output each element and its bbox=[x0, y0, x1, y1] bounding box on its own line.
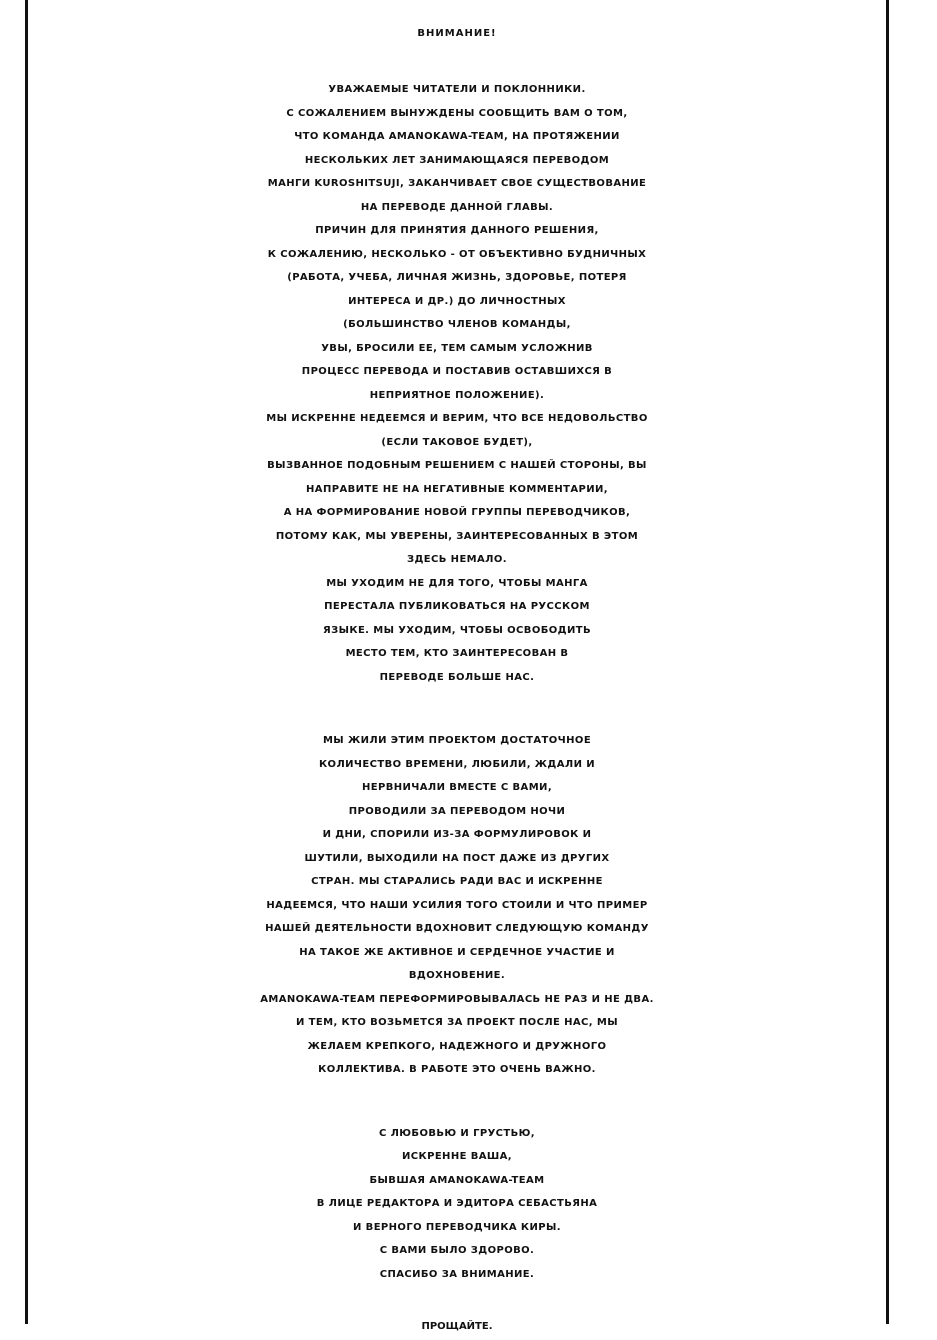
text-line: НАДЕЕМСЯ, ЧТО НАШИ УСИЛИЯ ТОГО СТОИЛИ И ЧТО ПРИМЕР bbox=[266, 899, 648, 911]
paragraph-spacer bbox=[28, 689, 886, 729]
text-line: КОЛИЧЕСТВО ВРЕМЕНИ, ЛЮБИЛИ, ЖДАЛИ И bbox=[318, 758, 595, 770]
text-line: КОЛЛЕКТИВА. В РАБОТЕ ЭТО ОЧЕНЬ ВАЖНО. bbox=[318, 1064, 596, 1075]
text-line: AMANOKAWA-TEAM ПЕРЕФОРМИРОВЫВАЛАСЬ НЕ РАЗ И НЕ ДВА. bbox=[260, 993, 654, 1005]
text-line: ЖЕЛАЕМ КРЕПКОГО, НАДЕЖНОГО И ДРУЖНОГО bbox=[307, 1040, 607, 1052]
text-line: НЕСКОЛЬКИХ ЛЕТ ЗАНИМАЮЩАЯСЯ ПЕРЕВОДОМ bbox=[304, 154, 610, 166]
text-line: С СОЖАЛЕНИЕМ ВЫНУЖДЕНЫ СООБЩИТЬ ВАМ О ТОМ, bbox=[286, 107, 628, 119]
text-line: МЕСТО ТЕМ, КТО ЗАИНТЕРЕСОВАН В bbox=[345, 648, 569, 659]
text-line: ПЕРЕСТАЛА ПУБЛИКОВАТЬСЯ НА РУССКОМ bbox=[324, 601, 590, 612]
text-line: (БОЛЬШИНСТВО ЧЛЕНОВ КОМАНДЫ, bbox=[343, 319, 571, 330]
text-line: ПРОВОДИЛИ ЗА ПЕРЕВОДОМ НОЧИ bbox=[348, 805, 566, 817]
text-line: ШУТИЛИ, ВЫХОДИЛИ НА ПОСТ ДАЖЕ ИЗ ДРУГИХ bbox=[304, 852, 610, 864]
text-line: СТРАН. МЫ СТАРАЛИСЬ РАДИ ВАС И ИСКРЕННЕ bbox=[311, 876, 603, 887]
text-line: ВДОХНОВЕНИЕ. bbox=[408, 970, 506, 981]
text-line: С ВАМИ БЫЛО ЗДОРОВО. bbox=[379, 1245, 535, 1256]
text-line: ИСКРЕННЕ ВАША, bbox=[402, 1151, 512, 1162]
text-line: МЫ УХОДИМ НЕ ДЛЯ ТОГО, ЧТОБЫ МАНГА bbox=[326, 577, 588, 589]
text-line: В ЛИЦЕ РЕДАКТОРА И ЭДИТОРА СЕБАСТЬЯНА bbox=[316, 1198, 598, 1209]
text-line: УВЫ, БРОСИЛИ ЕЕ, ТЕМ САМЫМ УСЛОЖНИВ bbox=[321, 342, 593, 354]
text-line: МЫ ИСКРЕННЕ НЕДЕЕМСЯ И ВЕРИМ, ЧТО ВСЕ НЕДОВОЛЬСТВО bbox=[266, 413, 648, 424]
text-line: С ЛЮБОВЬЮ И ГРУСТЬЮ, bbox=[378, 1127, 536, 1139]
text-line: И ДНИ, СПОРИЛИ ИЗ-ЗА ФОРМУЛИРОВОК И bbox=[322, 829, 592, 840]
text-line: (РАБОТА, УЧЕБА, ЛИЧНАЯ ЖИЗНЬ, ЗДОРОВЬЕ, ПОТЕРЯ bbox=[287, 272, 627, 283]
text-line: БЫВШАЯ AMANOKAWA-TEAM bbox=[369, 1174, 545, 1186]
notice-title: ВНИМАНИЕ! bbox=[417, 28, 497, 39]
text-line: УВАЖАЕМЫЕ ЧИТАТЕЛИ И ПОКЛОННИКИ. bbox=[328, 84, 586, 95]
text-line: А НА ФОРМИРОВАНИЕ НОВОЙ ГРУППЫ ПЕРЕВОДЧИКОВ, bbox=[283, 507, 631, 518]
text-line: ЧТО КОМАНДА AMANOKAWA-TEAM, НА ПРОТЯЖЕНИИ bbox=[294, 131, 620, 142]
farewell-text: ПРОЩАЙТЕ. bbox=[421, 1321, 493, 1332]
text-line: К СОЖАЛЕНИЮ, НЕСКОЛЬКО - ОТ ОБЪЕКТИВНО БУДНИЧНЫХ bbox=[267, 248, 647, 260]
text-line: И ТЕМ, КТО ВОЗЬМЕТСЯ ЗА ПРОЕКТ ПОСЛЕ НАС, МЫ bbox=[296, 1017, 618, 1028]
text-line: НА ПЕРЕВОДЕ ДАННОЙ ГЛАВЫ. bbox=[360, 201, 554, 213]
text-line: СПАСИБО ЗА ВНИМАНИЕ. bbox=[379, 1268, 535, 1280]
text-line: НА ТАКОЕ ЖЕ АКТИВНОЕ И СЕРДЕЧНОЕ УЧАСТИЕ И bbox=[299, 946, 615, 958]
text-line: ЯЗЫКЕ. МЫ УХОДИМ, ЧТОБЫ ОСВОБОДИТЬ bbox=[323, 624, 591, 636]
text-line: ИНТЕРЕСА И ДР.) ДО ЛИЧНОСТНЫХ bbox=[348, 295, 566, 307]
text-line: МАНГИ KUROSHITSUJI, ЗАКАНЧИВАЕТ СВОЕ СУЩЕСТВОВАНИЕ bbox=[267, 178, 647, 189]
text-line: НЕПРИЯТНОЕ ПОЛОЖЕНИЕ). bbox=[369, 389, 545, 401]
text-line: ЗДЕСЬ НЕМАЛО. bbox=[407, 554, 507, 565]
paragraph-gratitude bbox=[28, 729, 886, 1082]
signature-block bbox=[28, 1122, 886, 1287]
text-line: (ЕСЛИ ТАКОВОЕ БУДЕТ), bbox=[381, 436, 533, 448]
notice-content bbox=[28, 14, 886, 1340]
text-line: МЫ ЖИЛИ ЭТИМ ПРОЕКТОМ ДОСТАТОЧНОЕ bbox=[322, 735, 592, 746]
text-line: ВЫЗВАННОЕ ПОДОБНЫМ РЕШЕНИЕМ С НАШЕЙ СТОРОНЫ, ВЫ bbox=[267, 460, 647, 471]
paragraph-announcement bbox=[28, 78, 886, 689]
text-line: ПОТОМУ КАК, МЫ УВЕРЕНЫ, ЗАИНТЕРЕСОВАННЫХ В ЭТОМ bbox=[275, 530, 639, 542]
paragraph-spacer bbox=[28, 1286, 886, 1314]
text-line: ПЕРЕВОДЕ БОЛЬШЕ НАС. bbox=[379, 671, 535, 683]
paragraph-spacer bbox=[28, 1082, 886, 1122]
text-line: НЕРВНИЧАЛИ ВМЕСТЕ С ВАМИ, bbox=[361, 782, 553, 793]
text-line: НАПРАВИТЕ НЕ НА НЕГАТИВНЫЕ КОММЕНТАРИИ, bbox=[306, 483, 608, 495]
text-line: ПРИЧИН ДЛЯ ПРИНЯТИЯ ДАННОГО РЕШЕНИЯ, bbox=[315, 225, 599, 236]
text-line: НАШЕЙ ДЕЯТЕЛЬНОСТИ ВДОХНОВИТ СЛЕДУЮЩУЮ КОМАНДУ bbox=[265, 923, 649, 934]
text-line: И ВЕРНОГО ПЕРЕВОДЧИКА КИРЫ. bbox=[353, 1221, 561, 1233]
text-line: ПРОЦЕСС ПЕРЕВОДА И ПОСТАВИВ ОСТАВШИХСЯ В bbox=[301, 366, 613, 377]
